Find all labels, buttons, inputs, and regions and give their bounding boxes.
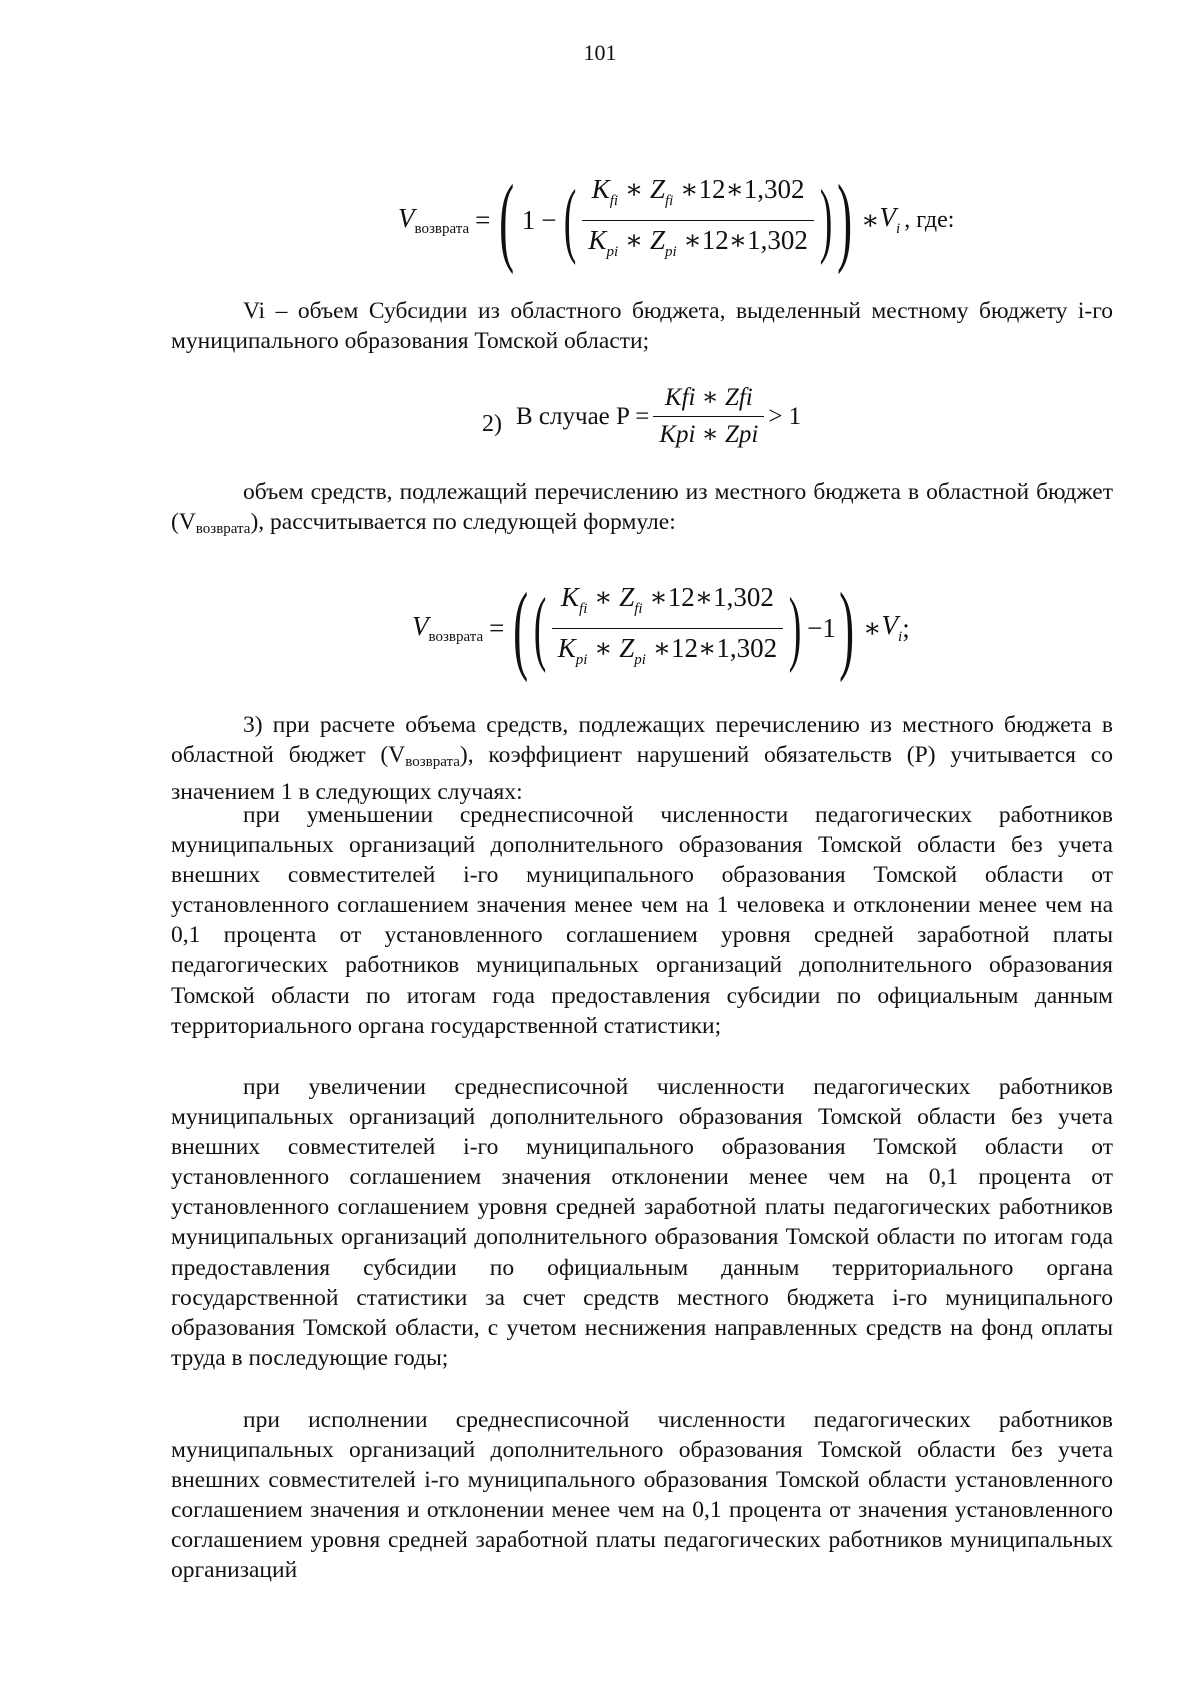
minus-one: −1 <box>807 612 836 643</box>
den-tail: ∗12∗1,302 <box>683 224 808 255</box>
den-z-sub: pi <box>665 243 677 260</box>
text: 3) при расчете объема средств, подлежащих перечислению из местного бюджета в областной бюджет (V <box>171 712 1113 769</box>
paren-close: ) <box>837 164 853 275</box>
num-k: K <box>561 581 580 612</box>
fraction <box>582 172 813 269</box>
paragraph-item-3 <box>171 710 1113 807</box>
den-z: Z <box>619 632 635 663</box>
fraction-denominator: $K_{pi}$ ∗ $Z_{pi}$ ∗12∗1,302 <box>557 632 778 668</box>
num-tail: ∗12∗1,302 <box>680 173 805 204</box>
num-k: K <box>591 173 610 204</box>
condition-tail: > 1 <box>768 402 802 430</box>
condition-numerator: Kfi ∗ Zfi <box>664 384 753 411</box>
paren-close-inner: ) <box>819 173 833 266</box>
paragraph-refund-volume <box>171 477 1113 544</box>
paren-open: ( <box>499 164 515 275</box>
formula-v <box>880 202 901 238</box>
paren-close-inner: ) <box>788 581 802 674</box>
v-sub: i <box>898 629 903 645</box>
v-var: V <box>879 202 897 232</box>
lhs-var: V <box>398 202 415 233</box>
multiply-sign: ∗ <box>861 204 880 235</box>
fraction-denominator: $K_{pi}$ ∗ $Z_{pi}$ ∗12∗1,302 <box>588 224 808 260</box>
paragraph-decrease-case: при уменьшении среднесписочной численности педагогических работников муниципальных организаций дополнительного образования Томской области без учета внешних совместителей i-го муниципального образования Томской области от установленного соглашением значения менее чем на 1 человека и отклонении менее чем на 0,1 процента от установленного соглашением уровня средней заработной платы педагогических работников муниципальных организаций дополнительного образования Томской области по итогам года предоставления субсидии по официальным данным территориального органа государственной статистики; <box>171 802 1113 1039</box>
num-z-sub: fi <box>634 600 643 617</box>
den-z: Z <box>649 224 665 255</box>
den-k: K <box>588 224 607 255</box>
paragraph-vi-definition: Vi – объем Субсидии из областного бюджета, выделенный местному бюджету i-го муниципального образования Томской области; <box>171 298 1113 355</box>
formula-tail: ; <box>902 612 910 643</box>
num-z: Z <box>649 173 665 204</box>
paren-close: ) <box>839 572 855 683</box>
condition-lead: В случае P = <box>516 402 650 430</box>
lhs-sub: возврата <box>428 628 484 645</box>
paragraph-increase-case: при увеличении среднесписочной численности педагогических работников муниципальных организаций дополнительного образования Томской области без учета внешних совместителей i-го муниципального образования Томской области от установленного соглашением значения отклонении менее чем на 0,1 процента от установленного соглашением уровня средней заработной платы педагогических работников муниципальных организаций дополнительного образования Томской области по итогам года предоставления субсидии по официальным данным территориального органа государственной статистики за счет средств местного бюджета i-го муниципального образования Томской области, с учетом неснижения направленных средств на фонд оплаты труда в последующие годы; <box>171 1074 1113 1371</box>
item-number: 2) <box>482 411 502 437</box>
formula-refund-1 <box>398 164 955 275</box>
subscript: возврата <box>195 521 251 538</box>
num-tail: ∗12∗1,302 <box>649 581 774 612</box>
paren-open-inner: ( <box>564 173 577 266</box>
formula-tail: , где: <box>904 206 955 233</box>
num-z-sub: fi <box>665 192 674 209</box>
equals-sign: = <box>489 612 505 643</box>
multiply-sign: ∗ <box>863 612 882 643</box>
num-z: Z <box>619 581 635 612</box>
v-var: V <box>881 610 899 640</box>
num-k-sub: fi <box>609 192 619 209</box>
fraction <box>552 580 783 677</box>
text: объем средств, подлежащий перечислению из местного бюджета в областной бюджет (V <box>171 479 1113 536</box>
num-k-sub: fi <box>579 600 588 617</box>
fraction-numerator: $K_{fi}$ ∗ $Z_{fi}$ ∗12∗1,302 <box>591 173 805 209</box>
paren-open: ( <box>513 572 529 683</box>
v-sub: i <box>896 221 901 237</box>
formula-refund-2 <box>412 572 910 683</box>
one: 1 <box>521 204 536 235</box>
den-k: K <box>557 632 576 663</box>
page-number: 101 <box>583 40 617 65</box>
lhs-sub: возврата <box>414 220 470 237</box>
lhs-var: V <box>412 610 429 641</box>
text: ), рассчитывается по следующей формуле: <box>250 509 676 536</box>
den-k-sub: pi <box>606 243 619 260</box>
fraction-numerator: $K_{fi}$ ∗ $Z_{fi}$ ∗12∗1,302 <box>561 581 774 617</box>
minus-sign: − <box>541 204 557 235</box>
formula-v <box>882 610 903 646</box>
paren-open-inner: ( <box>533 581 546 674</box>
den-k-sub: pi <box>575 651 588 668</box>
text: ), коэффициент нарушений обязательств (P) учитывается со значением 1 в следующих случаях: <box>171 742 1113 806</box>
formula-lhs <box>398 203 469 238</box>
den-z-sub: pi <box>634 651 646 668</box>
equals-sign: = <box>475 204 491 235</box>
formula-lhs <box>412 611 483 646</box>
den-tail: ∗12∗1,302 <box>652 632 778 663</box>
condition-fraction <box>653 382 764 451</box>
formula-condition <box>482 382 801 451</box>
condition-denominator: Kpi ∗ Zpi <box>659 421 759 448</box>
paragraph-fulfil-case: при исполнении среднесписочной численности педагогических работников муниципальных организаций дополнительного образования Томской области без учета внешних совместителей i-го муниципального образования Томской области установленного соглашением значения и отклонении менее чем на 0,1 процента от значения установленного соглашением уровня средней заработной платы педагогических работников муниципальных организаций <box>171 1407 1113 1584</box>
subscript: возврата <box>405 754 460 771</box>
